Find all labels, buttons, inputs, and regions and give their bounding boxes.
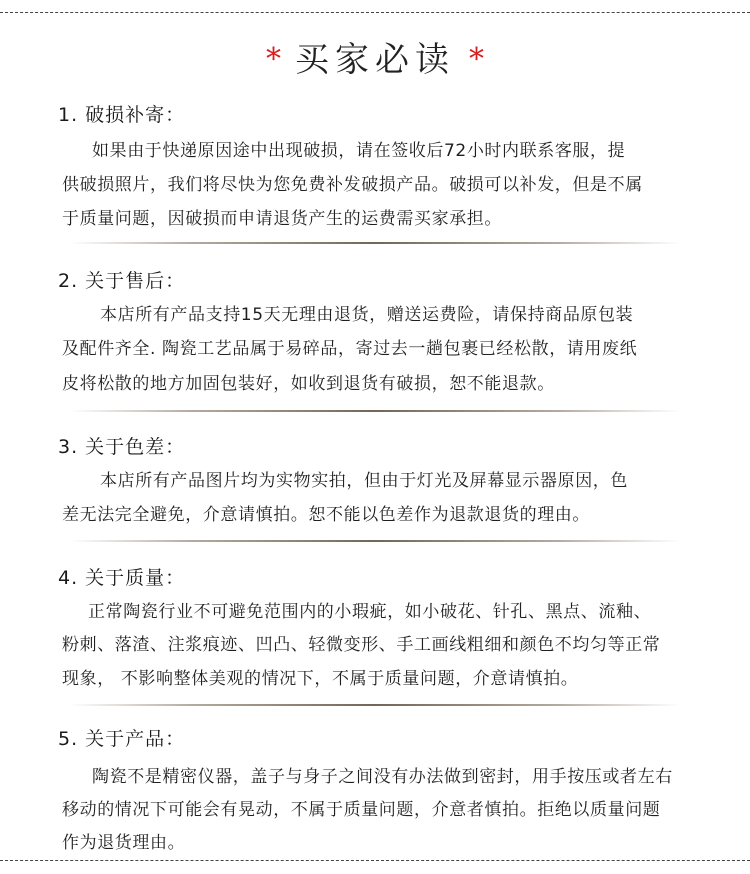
section-heading: 4. 关于质量： [58,567,186,589]
section-heading: 5. 关于产品： [58,728,186,750]
section-heading: 2. 关于售后： [58,270,186,292]
section-line: 现象， 不影响整体美观的情况下，不属于质量问题，介意请慎拍。 [62,669,579,689]
section-divider [70,242,680,244]
section-line: 粉刺、落渣、注浆痕迹、凹凸、轻微变形、手工画线粗细和颜色不均匀等正常 [62,635,661,655]
section-line: 本店所有产品图片均为实物实拍，但由于灯光及屏幕显示器原因，色 [100,471,628,491]
bottom-dashed-border [0,860,750,861]
page-title-text: 买家必读 [295,40,455,80]
section-heading: 3. 关于色差： [58,436,186,458]
section-line: 正常陶瓷行业不可避免范围内的小瑕疵，如小破花、针孔、黑点、流釉、 [88,602,652,622]
section-line: 皮将松散的地方加固包装好，如收到退货有破损，恕不能退款。 [62,374,555,394]
page-title [0,32,750,81]
section-line: 供破损照片，我们将尽快为您免费补发破损产品。破损可以补发，但是不属 [62,175,643,195]
star-icon-left: * [266,42,281,77]
section-line: 作为退货理由。 [62,833,186,853]
section-heading: 1. 破损补寄： [58,104,186,126]
section-line: 陶瓷不是精密仪器，盖子与身子之间没有办法做到密封，用手按压或者左右 [92,767,673,787]
section-line: 差无法完全避免，介意请慎拍。恕不能以色差作为退款退货的理由。 [62,505,590,525]
section-line: 移动的情况下可能会有晃动，不属于质量问题，介意者慎拍。拒绝以质量问题 [62,800,661,820]
section-divider [70,540,680,542]
section-divider [70,410,680,412]
top-dashed-border [0,12,750,13]
section-line: 本店所有产品支持15天无理由退货，赠送运费险，请保持商品原包装 [100,305,634,325]
section-divider [70,704,680,706]
section-line: 如果由于快递原因途中出现破损，请在签收后72小时内联系客服，提 [92,141,626,161]
section-line: 及配件齐全. 陶瓷工艺品属于易碎品，寄过去一趟包裹已经松散，请用废纸 [62,339,638,359]
star-icon-right: * [469,42,484,77]
section-line: 于质量问题，因破损而申请退货产生的运费需买家承担。 [62,209,502,229]
